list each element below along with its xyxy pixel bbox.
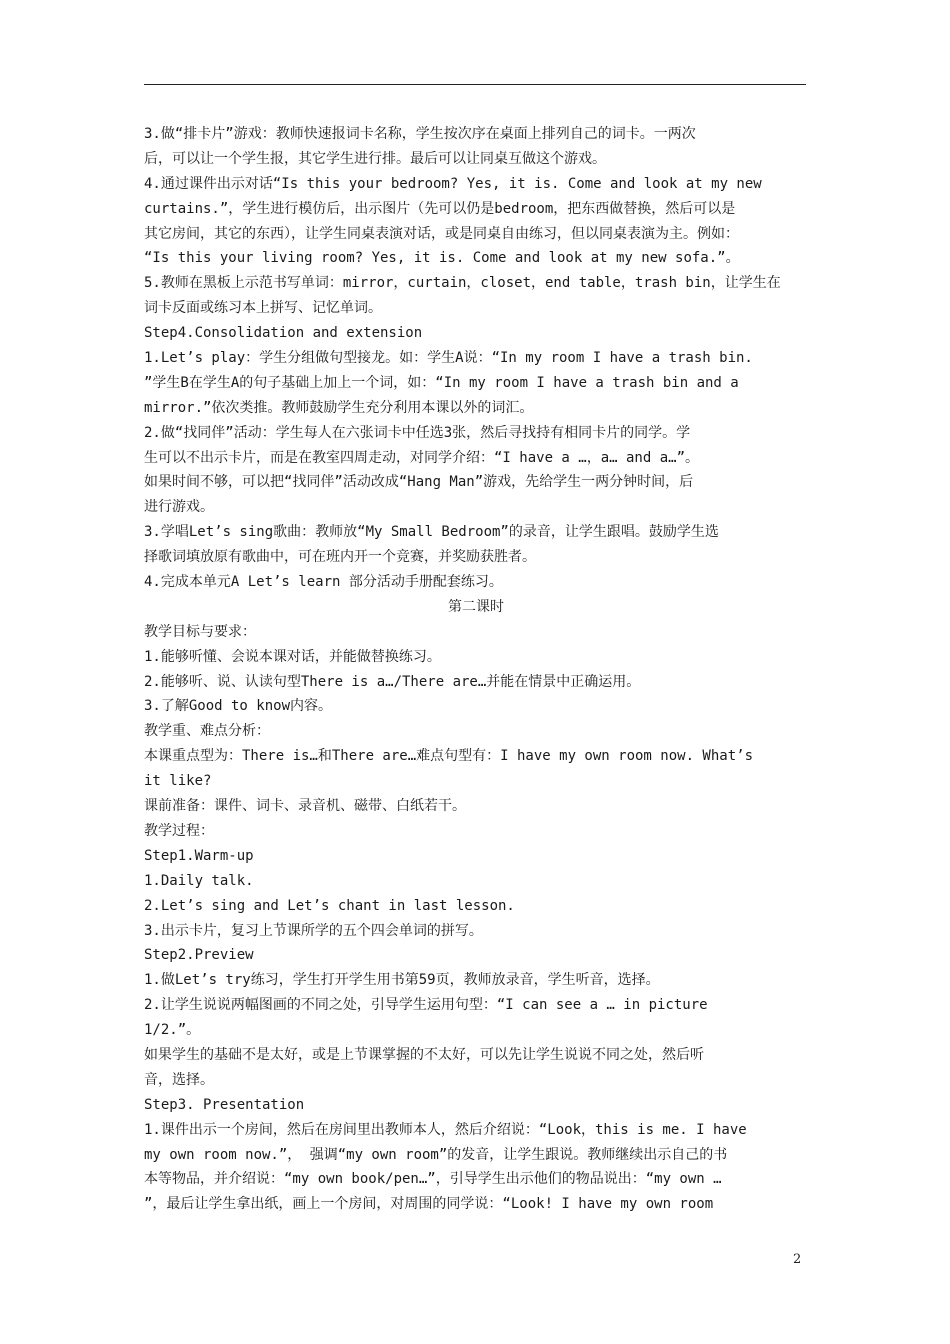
text-line: 1/2.”。	[144, 1022, 201, 1039]
text-line: 4.通过课件出示对话“Is this your bedroom? Yes, it is. Come and look at my new	[144, 175, 762, 192]
text-line: 2.让学生说说两幅图画的不同之处，引导学生运用句型：“I can see a … in picture	[144, 997, 708, 1014]
text-line: 择歌词填放原有歌曲中，可在班内开一个竞赛，并奖励获胜者。	[144, 549, 536, 566]
text-line: 教学重、难点分析：	[144, 723, 270, 740]
text-line: 3.了解Good to know内容。	[144, 698, 333, 715]
text-line: 4.完成本单元A Let’s learn 部分活动手册配套练习。	[144, 574, 503, 591]
document-body	[144, 122, 808, 1217]
text-line: 本等物品，并介绍说：“my own book/pen…”，引导学生出示他们的物品说出：“my own …	[144, 1171, 722, 1188]
text-line: ”，最后让学生拿出纸，画上一个房间，对周围的同学说：“Look! I have my own room	[144, 1196, 714, 1213]
text-line: ”学生B在学生A的句子基础上加上一个词，如：“In my room I have a trash bin and a	[144, 374, 739, 391]
text-line: 后，可以让一个学生报，其它学生进行排。最后可以让同桌互做这个游戏。	[144, 150, 606, 167]
step-heading: Step2.Preview	[144, 947, 254, 964]
text-line: 教学目标与要求：	[144, 623, 256, 640]
text-line: 本课重点型为：There is…和There are…难点句型有：I have my own room now. What’s	[144, 748, 754, 765]
text-line: 1.能够听懂、会说本课对话，并能做替换练习。	[144, 648, 441, 665]
text-line: mirror.”依次类推。教师鼓励学生充分利用本课以外的词汇。	[144, 399, 534, 416]
text-line: 3.做“排卡片”游戏：教师快速报词卡名称，学生按次序在桌面上排列自己的词卡。一两次	[144, 126, 696, 142]
text-line: 2.能够听、说、认读句型There is a…/There are…并能在情景中正确运用。	[144, 673, 641, 690]
page-number: 2	[793, 1252, 802, 1267]
text-line: 生可以不出示卡片，而是在教室四周走动，对同学介绍：“I have a …，a… and a…”。	[144, 449, 700, 466]
text-line: 词卡反面或练习本上拼写、记忆单词。	[144, 300, 382, 317]
step-heading: Step3. Presentation	[144, 1096, 305, 1113]
text-line: my own room now.”， 强调“my own room”的发音，让学生跟说。教师继续出示自己的书	[144, 1146, 728, 1163]
text-line: 进行游戏。	[144, 499, 214, 516]
text-line: 3.学唱Let’s sing歌曲：教师放“My Small Bedroom”的录音，让学生跟唱。鼓励学生选	[144, 524, 719, 541]
text-line: 教学过程：	[144, 822, 214, 839]
step-heading: Step4.Consolidation and extension	[144, 325, 423, 342]
section-title: 第二课时	[448, 598, 504, 615]
text-line: 5.教师在黑板上示范书写单词：mirror，curtain，closet，end table，trash bin，让学生在	[144, 275, 781, 292]
text-line: 1.Daily talk.	[144, 872, 254, 889]
text-line: 1.课件出示一个房间，然后在房间里出教师本人，然后介绍说：“Look，this is me. I have	[144, 1121, 747, 1138]
text-line: 1.Let’s play：学生分组做句型接龙。如：学生A说：“In my room I have a trash bin.	[144, 350, 753, 367]
text-line: 其它房间，其它的东西），让学生同桌表演对话，或是同桌自由练习，但以同桌表演为主。例如：	[144, 225, 739, 242]
step-heading: Step1.Warm-up	[144, 847, 254, 864]
text-line: 音，选择。	[144, 1071, 214, 1088]
text-line: 如果时间不够，可以把“找同伴”活动改成“Hang Man”游戏，先给学生一两分钟时间，后	[144, 474, 694, 491]
text-line: 1.做Let’s try练习，学生打开学生用书第59页，教师放录音，学生听音，选择。	[144, 972, 660, 989]
text-line: 3.出示卡片，复习上节课所学的五个四会单词的拼写。	[144, 922, 483, 939]
text-line: 2.做“找同伴”活动：学生每人在六张词卡中任选3张，然后寻找持有相同卡片的同学。学	[144, 424, 691, 441]
text-line: 如果学生的基础不是太好，或是上节课掌握的不太好，可以先让学生说说不同之处，然后听	[144, 1046, 704, 1063]
header-rule	[144, 84, 806, 85]
text-line: 2.Let’s sing and Let’s chant in last lesson.	[144, 897, 515, 914]
text-line: curtains.”，学生进行模仿后，出示图片（先可以仍是bedroom，把东西做替换，然后可以是	[144, 200, 736, 217]
text-line: 课前准备：课件、词卡、录音机、磁带、白纸若干。	[144, 798, 466, 815]
text-line: “Is this your living room? Yes, it is. Come and look at my new sofa.”。	[144, 250, 740, 267]
text-line: it like?	[144, 773, 212, 790]
